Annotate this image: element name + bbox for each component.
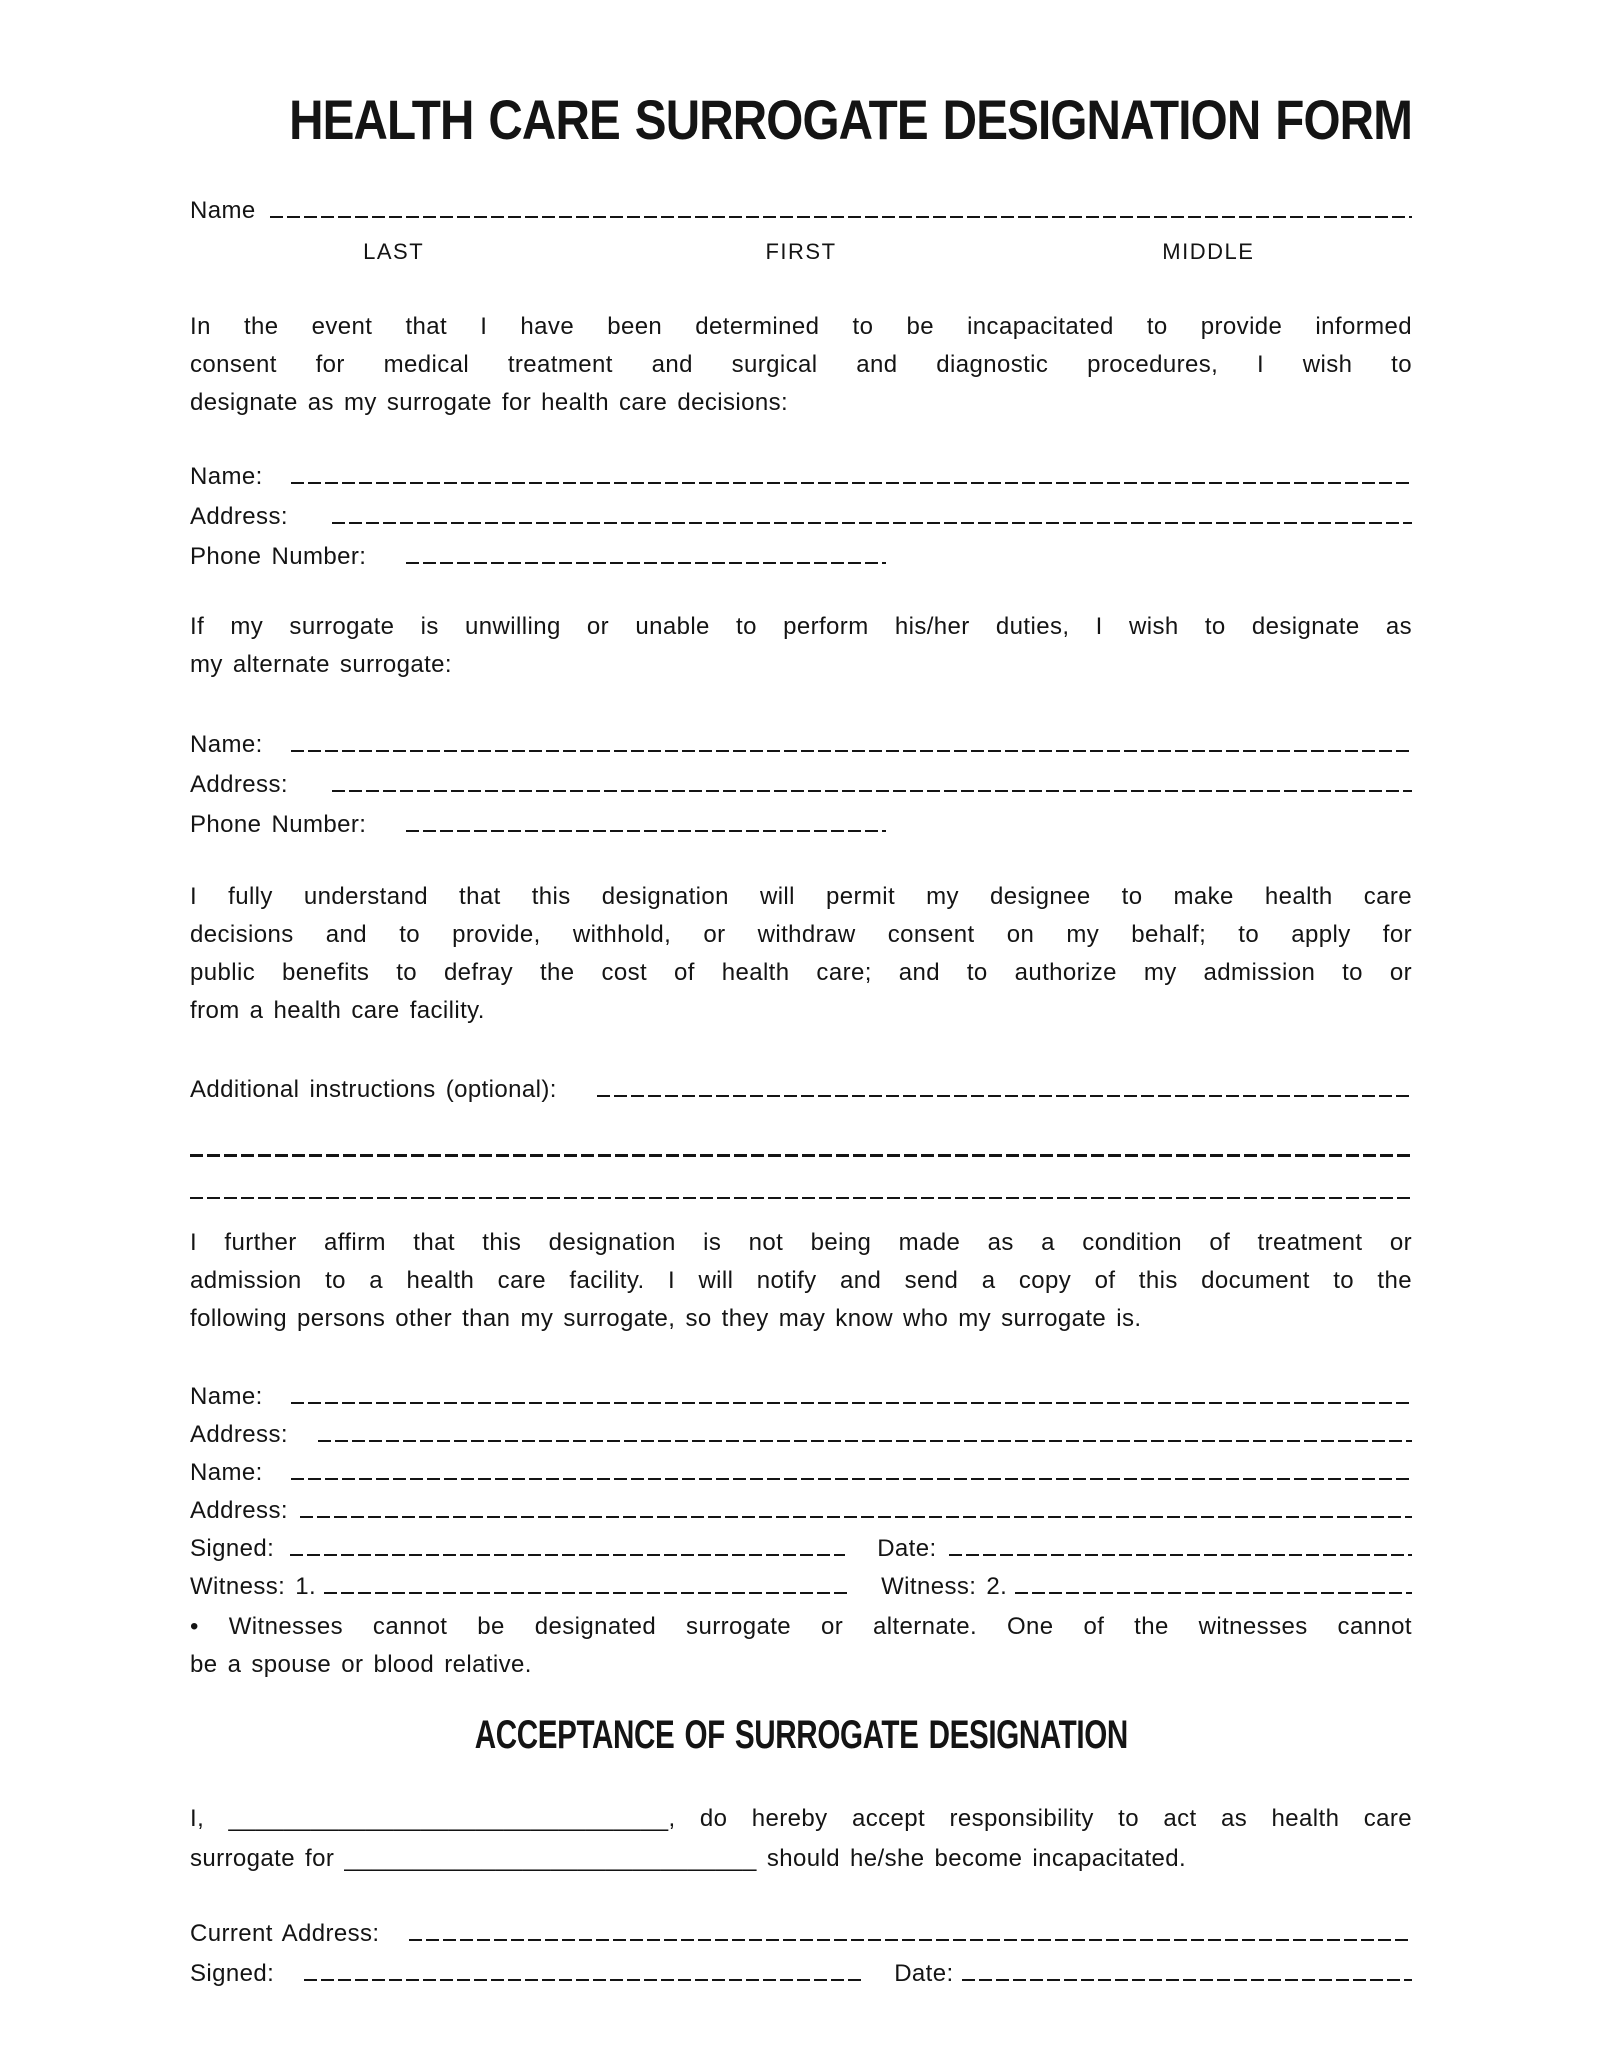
acceptance-paragraph <box>190 1799 1412 1879</box>
current-address-row <box>190 1914 1412 1954</box>
affirmation-paragraph <box>190 1224 1412 1338</box>
understanding-paragraph <box>190 878 1412 1030</box>
label-last: LAST <box>363 239 425 264</box>
date-label: Date: <box>894 1960 954 1987</box>
address-label: Address: <box>190 771 288 798</box>
witness1-blank-line <box>324 1592 849 1595</box>
form-title-text: HEALTH CARE SURROGATE DESIGNATION FORM <box>289 88 1413 151</box>
name-blank-line <box>291 750 1412 753</box>
address-label: Address: <box>190 503 288 530</box>
date-blank-line <box>962 1979 1412 1982</box>
notify-name-row-1 <box>190 1378 1412 1416</box>
notification-signature-fields <box>190 1378 1412 1606</box>
paragraph-line: If my surrogate is unwilling or unable to perform his/her duties, I wish to designate as <box>190 613 1412 640</box>
name-label: Name: <box>190 463 263 490</box>
witness2-blank-line <box>1015 1592 1412 1595</box>
surrogate-phone-row <box>190 537 1412 577</box>
address-label: Address: <box>190 1421 288 1448</box>
date-label: Date: <box>877 1535 937 1562</box>
name-header-blank-line <box>270 216 1412 219</box>
address-blank-line <box>318 1440 1412 1443</box>
additional-instructions-label: Additional instructions (optional): <box>190 1076 557 1103</box>
additional-instructions-row <box>190 1070 1412 1110</box>
name-blank-line <box>291 1478 1412 1481</box>
signed-label: Signed: <box>190 1535 275 1562</box>
witness-row <box>190 1568 1412 1606</box>
alternate-name-row <box>190 725 1412 765</box>
paragraph-line: I fully understand that this designation will permit my designee to make health care <box>190 883 1412 910</box>
witness-note-paragraph <box>190 1608 1412 1684</box>
address-label: Address: <box>190 1497 288 1524</box>
notify-name-row-2 <box>190 1454 1412 1492</box>
paragraph-line: from a health care facility. <box>190 997 485 1024</box>
surrogate-address-row <box>190 497 1412 537</box>
paragraph-line: I, ________________________________, do hereby accept responsibility to act as health care <box>190 1805 1412 1832</box>
paragraph-line: be a spouse or blood relative. <box>190 1651 532 1678</box>
surrogate-fields <box>190 457 1412 577</box>
additional-blank-line <box>597 1095 1412 1098</box>
paragraph-line: admission to a health care facility. I will notify and send a copy of this document to the <box>190 1267 1412 1294</box>
paragraph-line: my alternate surrogate: <box>190 651 452 678</box>
current-address-blank-line <box>409 1939 1412 1942</box>
name-part-labels <box>190 238 1412 266</box>
paragraph-line: In the event that I have been determined to be incapacitated to provide informed <box>190 313 1412 340</box>
notify-address-row-1 <box>190 1416 1412 1454</box>
date-blank-line <box>949 1554 1412 1557</box>
phone-label: Phone Number: <box>190 811 367 838</box>
additional-blank-line <box>190 1154 1412 1157</box>
paragraph-line: • Witnesses cannot be designated surrogate or alternate. One of the witnesses cannot <box>190 1613 1412 1640</box>
intro-paragraph <box>190 308 1412 422</box>
name-blank-line <box>291 1402 1412 1405</box>
address-blank-line <box>300 1516 1412 1519</box>
label-first: FIRST <box>765 239 837 264</box>
witness2-label: Witness: 2. <box>881 1573 1008 1600</box>
paragraph-line: I further affirm that this designation is not being made as a condition of treatment or <box>190 1229 1412 1256</box>
paragraph-line: designate as my surrogate for health care decisions: <box>190 389 789 416</box>
paragraph-line: surrogate for ______________________________ should he/she become incapacitated. <box>190 1845 1187 1872</box>
phone-blank-line <box>406 562 886 565</box>
paragraph-line: consent for medical treatment and surgical and diagnostic procedures, I wish to <box>190 351 1412 378</box>
paragraph-line: decisions and to provide, withhold, or withdraw consent on my behalf; to apply for <box>190 921 1412 948</box>
label-middle: MIDDLE <box>1162 239 1255 264</box>
name-header-label: Name <box>190 197 256 224</box>
name-header-row <box>190 196 1412 226</box>
address-blank-line <box>332 522 1412 525</box>
address-blank-line <box>332 790 1412 793</box>
name-label: Name: <box>190 731 263 758</box>
signed-blank-line <box>304 1979 862 1982</box>
name-blank-line <box>291 482 1412 485</box>
name-label: Name: <box>190 1383 263 1410</box>
acceptance-title <box>190 1711 1412 1759</box>
paragraph-line: following persons other than my surrogate, so they may know who my surrogate is. <box>190 1305 1142 1332</box>
phone-label: Phone Number: <box>190 543 367 570</box>
alternate-address-row <box>190 765 1412 805</box>
alternate-phone-row <box>190 805 1412 845</box>
signed-label: Signed: <box>190 1960 275 1987</box>
alternate-paragraph <box>190 608 1412 684</box>
paragraph-line: public benefits to defray the cost of health care; and to authorize my admission to or <box>190 959 1412 986</box>
signed-date-row <box>190 1530 1412 1568</box>
phone-blank-line <box>406 830 886 833</box>
acceptance-title-text: ACCEPTANCE OF SURROGATE DESIGNATION <box>474 1713 1128 1757</box>
acceptance-signed-date-row <box>190 1954 1412 1994</box>
signed-blank-line <box>290 1554 845 1557</box>
witness1-label: Witness: 1. <box>190 1573 317 1600</box>
surrogate-name-row <box>190 457 1412 497</box>
form-title <box>190 88 1413 151</box>
notify-address-row-2 <box>190 1492 1412 1530</box>
current-address-label: Current Address: <box>190 1920 380 1947</box>
name-label: Name: <box>190 1459 263 1486</box>
alternate-surrogate-fields <box>190 725 1412 845</box>
additional-blank-line <box>190 1197 1412 1200</box>
